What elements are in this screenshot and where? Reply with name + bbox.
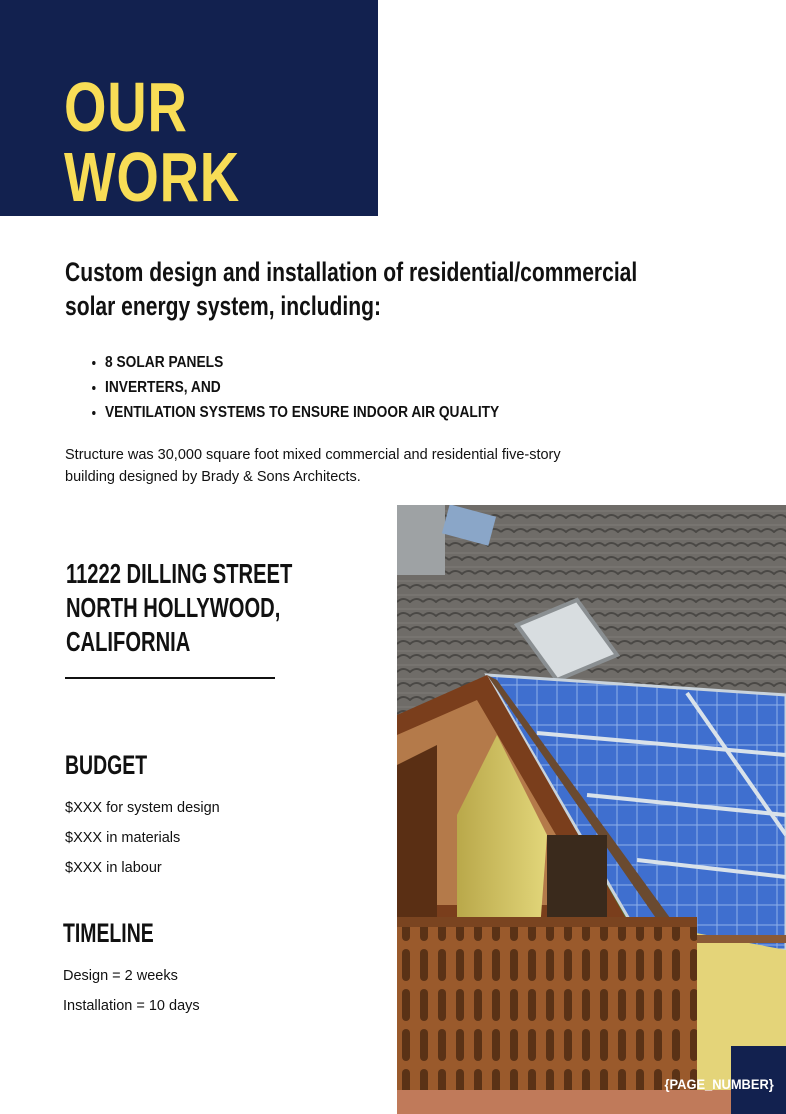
project-address <box>66 557 292 659</box>
address-line-1: 11222 DILLING STREET <box>66 558 293 589</box>
timeline-item: Installation = 10 days <box>63 998 200 1014</box>
feature-item: • 8 SOLAR PANELS <box>105 350 499 375</box>
address-divider <box>65 677 275 679</box>
budget-item: $XXX in labour <box>65 860 162 876</box>
budget-item: $XXX for system design <box>65 800 220 816</box>
house-solar-panels-photo <box>397 505 786 1114</box>
timeline-list <box>63 961 200 1021</box>
page-title-line-1: OUR <box>64 68 188 146</box>
feature-item: • VENTILATION SYSTEMS TO ENSURE INDOOR AIR QUALITY <box>105 400 499 425</box>
timeline-item: Design = 2 weeks <box>63 968 178 984</box>
page-number: {PAGE_NUMBER} <box>664 1076 774 1092</box>
timeline-heading: TIMELINE <box>63 918 154 948</box>
budget-list <box>65 793 220 883</box>
intro-heading: Custom design and installation of residential/commercial solar energy system, including: <box>65 257 638 321</box>
feature-list <box>65 350 563 425</box>
address-line-2: NORTH HOLLYWOOD, <box>66 592 281 623</box>
project-description: Structure was 30,000 square foot mixed commercial and residential five-story building designed by Brady & Sons Architects. <box>65 447 561 485</box>
budget-item: $XXX in materials <box>65 830 181 846</box>
budget-heading: BUDGET <box>65 750 148 780</box>
page-title-line-2: WORK <box>64 138 240 216</box>
page-title <box>64 68 240 216</box>
address-line-3: CALIFORNIA <box>66 626 191 657</box>
feature-item: • INVERTERS, AND <box>105 375 499 400</box>
